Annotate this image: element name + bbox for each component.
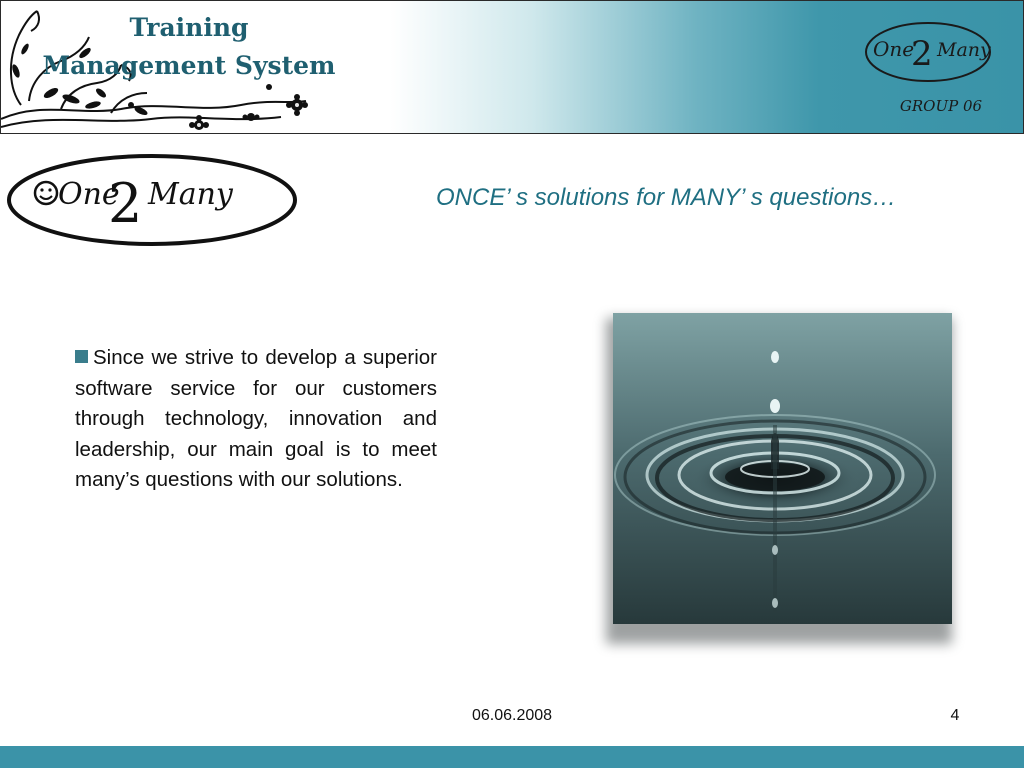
page-number: 4 <box>950 707 960 724</box>
header-logo-many: Many <box>937 39 991 61</box>
slogan: ONCE’ s solutions for MANY’ s questions… <box>436 184 897 211</box>
footer-bar <box>0 746 1024 768</box>
water-drop-image <box>613 313 952 624</box>
company-logo <box>6 152 298 248</box>
square-bullet-icon <box>75 350 88 363</box>
header-logo <box>863 19 993 85</box>
logo-two-text: 2 <box>108 172 143 235</box>
group-label: GROUP 06 <box>899 97 983 115</box>
logo-many-text: Many <box>148 177 233 212</box>
smiley-icon <box>35 182 57 204</box>
header-logo-two: 2 <box>911 34 933 74</box>
footer-date: 06.06.2008 <box>471 707 553 724</box>
logo-one-text: One <box>58 177 120 212</box>
app-title: Training Management System <box>42 13 336 80</box>
slide-header <box>0 0 1024 134</box>
body-paragraph <box>75 343 437 496</box>
header-logo-one: One <box>873 37 915 61</box>
paragraph-text: Since we strive to develop a superior software service for our customers through technology, innovation and leadership, our main goal is to meet many’s questions with our solutions. <box>75 346 437 491</box>
